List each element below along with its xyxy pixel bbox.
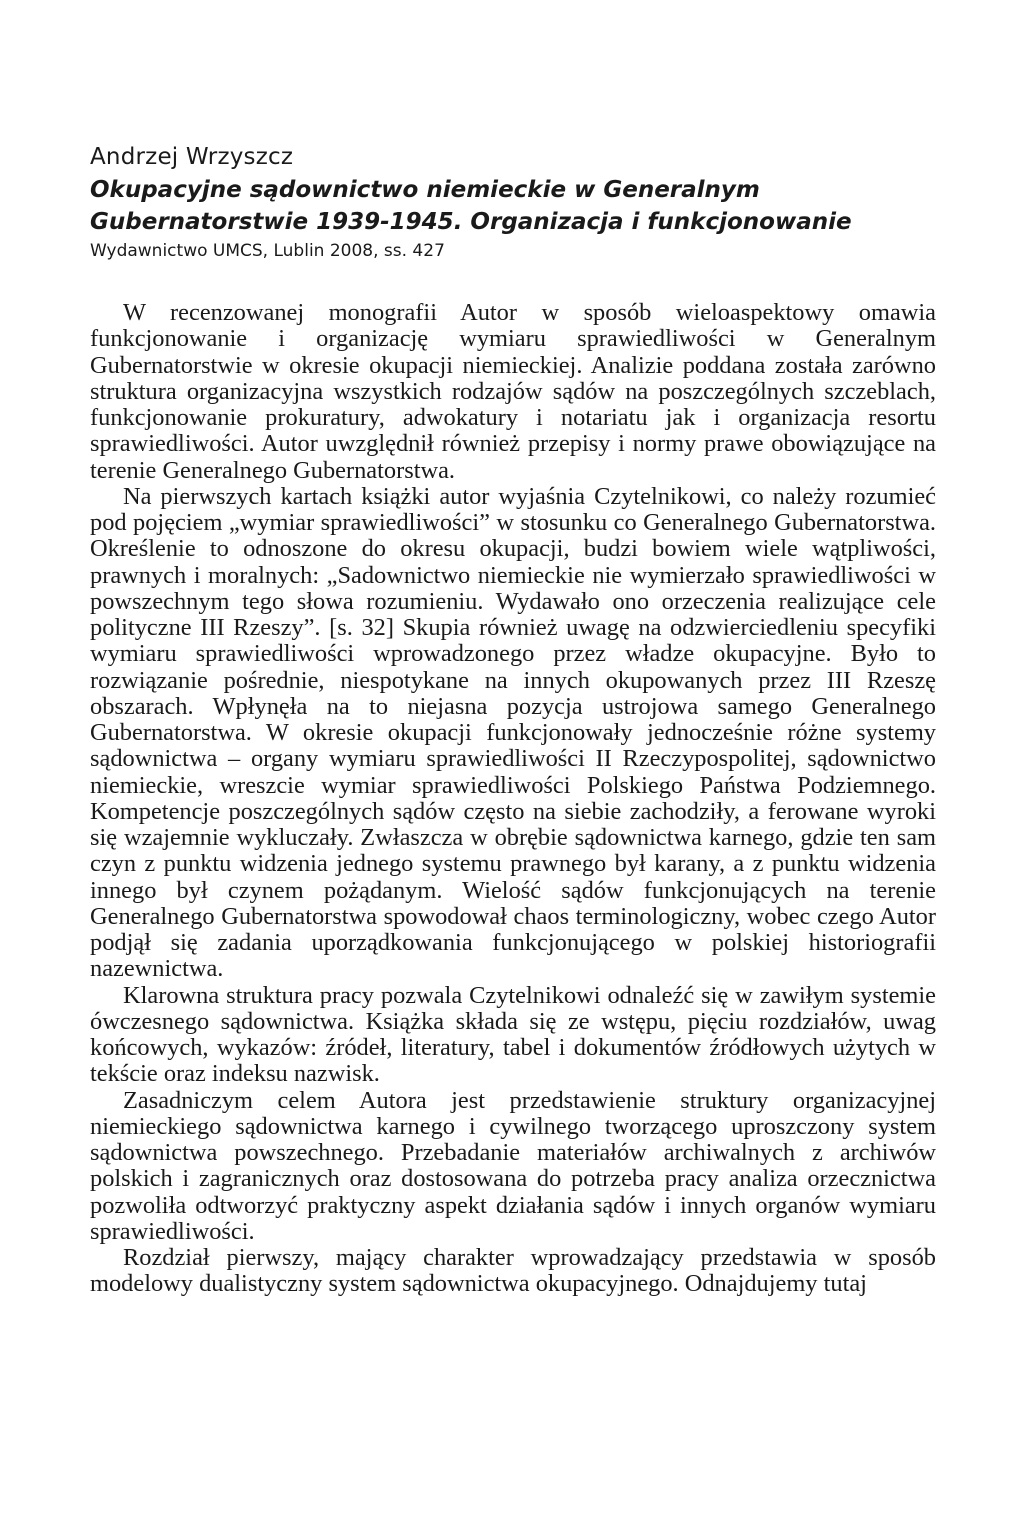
paragraph: Rozdział pierwszy, mający charakter wprowadzający przedstawia w sposób modelowy dualistyczny system sądownictwa okupacyjnego. Odnajdujemy tutaj: [90, 1244, 936, 1298]
book-title: Okupacyjne sądownictwo niemieckie w Generalnym Gubernatorstwie 1939-1945. Organizacja i funkcjonowanie: [90, 177, 852, 235]
paragraph: Klarowna struktura pracy pozwala Czytelnikowi odnaleźć się w zawiłym systemie ówczesnego sądownictwa. Książka składa się ze wstępu, pięciu rozdziałów, uwag końcowych, wykazów: źródeł, literatury, tabel i dokumentów źródłowych użytych w tekście oraz indeksu nazwisk.: [90, 981, 936, 1088]
review-page: [90, 142, 936, 1298]
paragraph: W recenzowanej monografii Autor w sposób wieloaspektowy omawia funkcjonowanie i organizację wymiaru sprawiedliwości w Generalnym Gubernatorstwie w okresie okupacji niemieckiej. Analizie poddana została zarówno struktura organizacyjna wszystkich rodzajów sądów na poszczególnych szczeblach, funkcjonowanie prokuratury, adwokatury i notariatu jak i organizacja resortu sprawiedliwości. Autor uwzględnił również przepisy i normy prawe obowiązujące na terenie Generalnego Gubernatorstwa.: [90, 299, 936, 484]
paragraph: Na pierwszych kartach książki autor wyjaśnia Czytelnikowi, co należy rozumieć pod pojęciem „wymiar sprawiedliwości” w stosunku co Generalnego Gubernatorstwa. Określenie to odnoszone do okresu okupacji, budzi bowiem wiele wątpliwości, prawnych i moralnych: „Sadownictwo niemieckie nie wymierzało sprawiedliwości w powszechnym tego słowa rozumieniu. Wydawało ono orzeczenia realizujące cele polityczne III Rzeszy”. [s. 32] Skupia również uwagę na odzwierciedleniu specyfiki wymiaru sprawiedliwości wprowadzonego przez władze okupacyjne. Było to rozwiązanie pośrednie, niespotykane na innych okupowanych przez III Rzeszę obszarach. Wpłynęła na to niejasna pozycja ustrojowa samego Generalnego Gubernatorstwa. W okresie okupacji funkcjonowały jednocześnie różne systemy sądownictwa – organy wymiaru sprawiedliwości II Rzeczypospolitej, sądownictwo niemieckie, wreszcie wymiar sprawiedliwości Polskiego Państwa Podziemnego. Kompetencje poszczególnych sądów często na siebie zachodziły, a ferowane wyroki się wzajemnie wykluczały. Zwłaszcza w obrębie sądownictwa karnego, gdzie ten sam czyn z punktu widzenia jednego systemu prawnego był karany, a z punktu widzenia innego był czynem pożądanym. Wielość sądów funkcjonujących na terenie Generalnego Gubernatorstwa spowodował chaos terminologiczny, wobec czego Autor podjął się zadania uporządkowania funkcjonującego w polskiej historiografii nazewnictwa.: [90, 482, 936, 983]
book-author: Andrzej Wrzyszcz: [90, 144, 294, 170]
book-publisher: Wydawnictwo UMCS, Lublin 2008, ss. 427: [90, 241, 445, 261]
review-body: [90, 300, 936, 1298]
paragraph: Zasadniczym celem Autora jest przedstawienie struktury organizacyjnej niemieckiego sądownictwa karnego i cywilnego tworzącego uproszczony system sądownictwa powszechnego. Przebadanie materiałów archiwalnych z archiwów polskich i zagranicznych oraz dostosowana do potrzeba pracy analiza orzecznictwa pozwoliła odtworzyć praktyczny aspekt działania sądów i innych organów wymiaru sprawiedliwości.: [90, 1086, 936, 1245]
review-header: [90, 142, 936, 263]
